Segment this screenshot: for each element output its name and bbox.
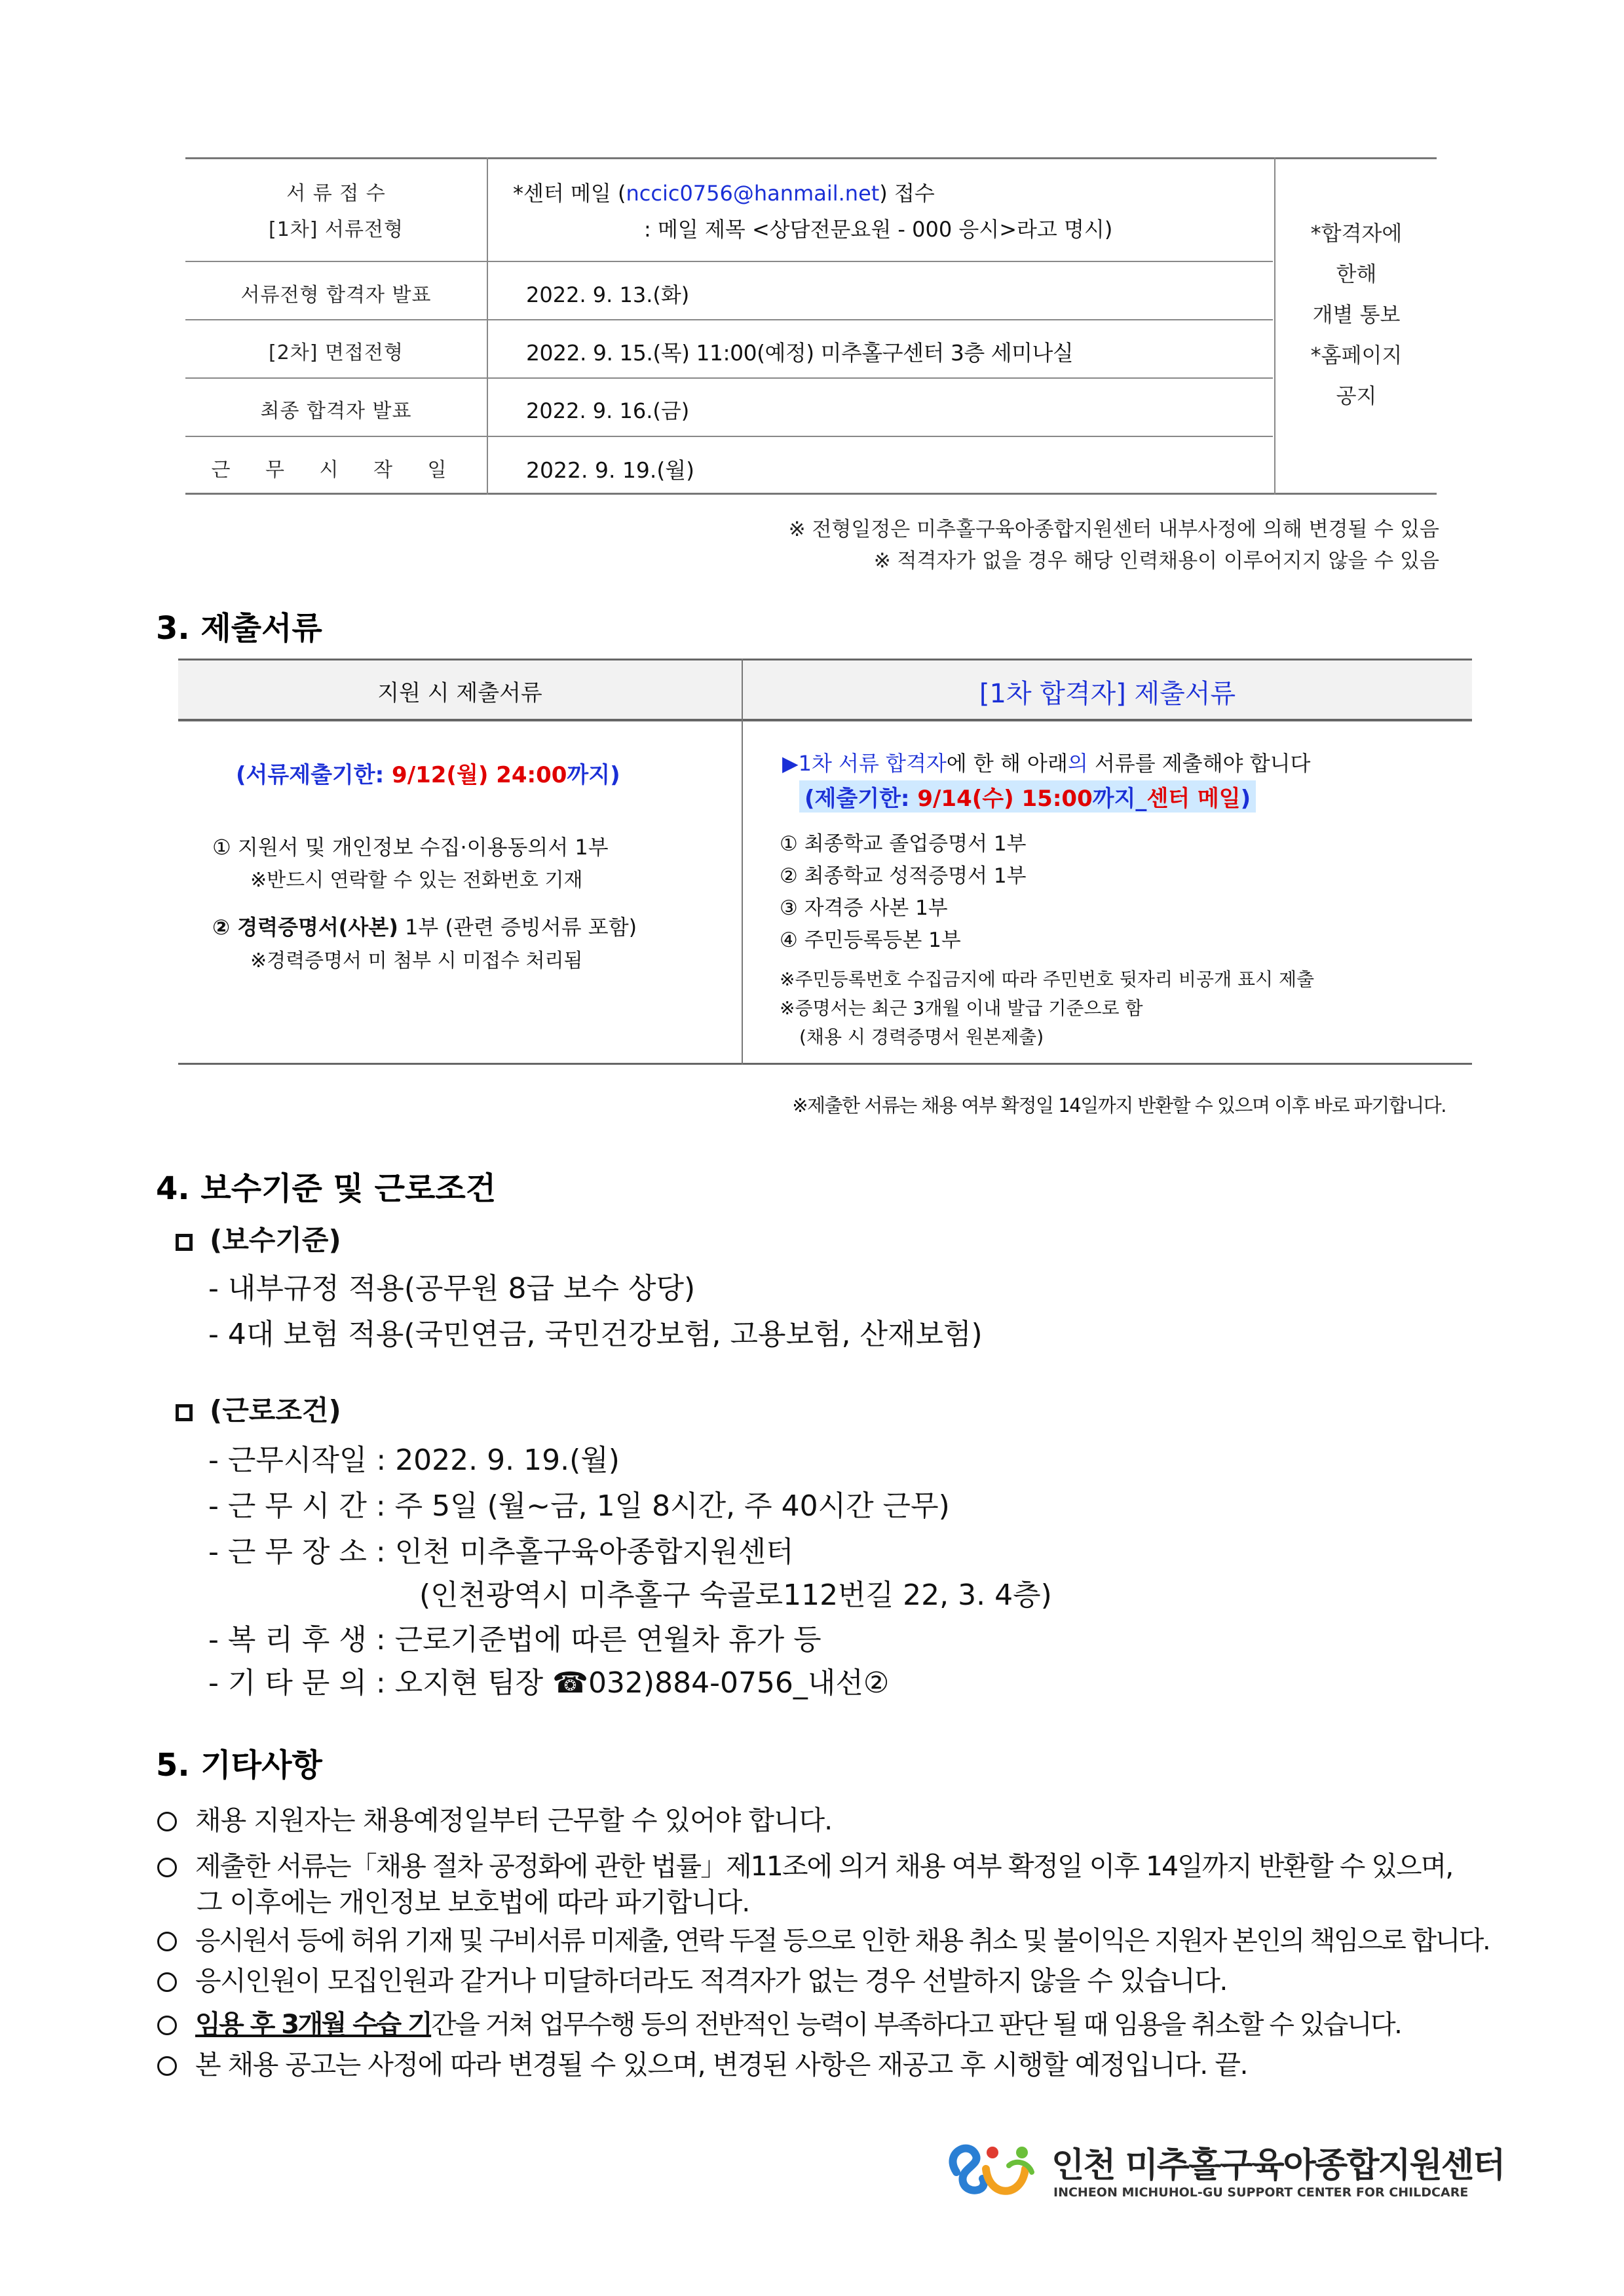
schedule-value: 2022. 9. 15.(목) 11:00(예정) 미추홀구센터 3층 세미나실 [526,340,1074,366]
doc-item: ② 경력증명서(사본) 1부 (관련 증빙서류 포함) [212,915,637,940]
pass-doc-item: ① 최종학교 졸업증명서 1부 [780,832,1027,856]
pass-doc-note: ※증명서는 최근 3개월 이내 발급 기준으로 함 [780,997,1143,1019]
circle-bullet-icon [157,1858,177,1877]
section-5-title: 5. 기타사항 [156,1747,322,1784]
schedule-label: 서 류 접 수 [286,182,386,205]
pass-doc-item: ③ 자격증 사본 1부 [780,896,948,920]
doc-note: ※반드시 연락할 수 있는 전화번호 기재 [250,869,583,892]
schedule-value: 2022. 9. 19.(월) [526,457,695,483]
pass-doc-note: (채용 시 경력증명서 원본제출) [799,1026,1044,1048]
schedule-footnote: ※ 적격자가 없을 경우 해당 인력채용이 이루어지지 않을 수 있음 [873,549,1439,573]
schedule-value: *센터 메일 (nccic0756@hanmail.net) 접수 [513,181,935,206]
section-4-title: 4. 보수기준 및 근로조건 [156,1170,497,1207]
schedule-label: 근 무 시 작 일 [211,459,461,482]
misc-item: 응시인원이 모집인원과 같거나 미달하더라도 적격자가 없는 경우 선발하지 않을 수 있습니다. [157,1959,1227,1998]
square-bullet-icon [176,1234,193,1251]
circle-bullet-icon [157,1932,177,1951]
schedule-label: 최종 합격자 발표 [260,400,412,423]
misc-item: 제출한 서류는「채용 절차 공정화에 관한 법률」제11조에 의거 채용 여부 확정일 이후 14일까지 반환할 수 있으며, [157,1845,1452,1883]
pay-item: - 내부규정 적용(공무원 8급 보수 상당) [208,1272,696,1305]
schedule-value: 2022. 9. 13.(화) [526,282,690,307]
circle-bullet-icon [157,1972,177,1992]
circle-bullet-icon [157,2016,177,2035]
org-name: 인천 미추홀구육아종합지원센터 [1051,2146,1505,2185]
circle-bullet-icon [157,1812,177,1831]
side-note: *합격자에 한해 개별 통보 *홈페이지 공지 [1310,221,1403,408]
pay-heading: (보수기준) [176,1219,341,1258]
doc-item: ① 지원서 및 개인정보 수집·이용동의서 1부 [212,835,609,860]
pass-deadline: (제출기한: 9/14(수) 15:00까지_센터 메일) [799,780,1256,813]
schedule-label: 서류전형 합격자 발표 [240,284,432,307]
circle-bullet-icon [157,2056,177,2076]
work-item: - 근무시작일 : 2022. 9. 19.(월) [208,1444,620,1477]
work-item-contact: - 기 타 문 의 : 오지현 팀장 ☎032)884-0756_내선② [208,1666,890,1700]
section-3-title: 3. 제출서류 [156,610,322,647]
documents-table [178,659,1472,1065]
schedule-label: [2차] 면접전형 [269,341,404,364]
work-item: - 근 무 시 간 : 주 5일 (월~금, 1일 8시간, 주 40시간 근무) [208,1489,950,1523]
square-bullet-icon [176,1404,193,1421]
pass-intro: ▶1차 서류 합격자에 한 해 아래의 서류를 제출해야 합니다 [782,751,1311,776]
pay-item: - 4대 보험 적용(국민연금, 국민건강보험, 고용보험, 산재보험) [208,1318,983,1351]
schedule-footnote: ※ 전형일정은 미추홀구육아종합지원센터 내부사정에 의해 변경될 수 있음 [788,518,1439,541]
misc-item: 임용 후 3개월 수습 기간을 거쳐 업무수행 등의 전반적인 능력이 부족하다고 판단 될 때 임용을 취소할 수 있습니다. [157,2004,1401,2041]
docs-right-header: [1차 합격자] 제출서류 [979,679,1236,709]
schedule-label: [1차] 서류전형 [269,218,404,241]
work-heading: (근로조건) [176,1389,341,1428]
work-item: - 복 리 후 생 : 근로기준법에 따른 연월차 휴가 등 [208,1623,821,1656]
org-name-en: INCHEON MICHUHOL-GU SUPPORT CENTER FOR CHILDCARE [1053,2185,1469,2200]
pass-doc-item: ② 최종학교 성적증명서 1부 [780,864,1027,888]
center-logo-icon [943,2133,1042,2211]
docs-left-header: 지원 시 제출서류 [377,680,542,706]
work-item-address: (인천광역시 미추홀구 숙골로112번길 22, 3. 4층) [419,1578,1052,1612]
doc-note: ※경력증명서 미 첨부 시 미접수 처리됨 [250,949,583,972]
pass-doc-item: ④ 주민등록등본 1부 [780,928,961,952]
pass-doc-note: ※주민등록번호 수집금지에 따라 주민번호 뒷자리 비공개 표시 제출 [780,968,1315,990]
misc-item: 응시원서 등에 허위 기재 및 구비서류 미제출, 연락 두절 등으로 인한 채용 취소 및 불이익은 지원자 본인의 책임으로 합니다. [157,1920,1489,1957]
submission-deadline: (서류제출기한: 9/12(월) 24:00까지) [236,762,620,788]
misc-item: 채용 지원자는 채용예정일부터 근무할 수 있어야 합니다. [157,1799,832,1837]
misc-item-continued: 그 이후에는 개인정보 보호법에 따라 파기합니다. [197,1886,750,1918]
schedule-table [185,157,1437,495]
schedule-value: : 메일 제목 <상담전문요원 - 000 응시>라고 명시) [644,217,1113,242]
email-link[interactable]: nccic0756@hanmail.net [626,181,880,206]
docs-footnote: ※제출한 서류는 채용 여부 확정일 14일까지 반환할 수 있으며 이후 바로 파기합니다. [792,1094,1446,1117]
schedule-value: 2022. 9. 16.(금) [526,398,690,423]
misc-item: 본 채용 공고는 사정에 따라 변경될 수 있으며, 변경된 사항은 재공고 후 시행할 예정입니다. 끝. [157,2043,1247,2082]
work-item: - 근 무 장 소 : 인천 미추홀구육아종합지원센터 [208,1535,794,1569]
